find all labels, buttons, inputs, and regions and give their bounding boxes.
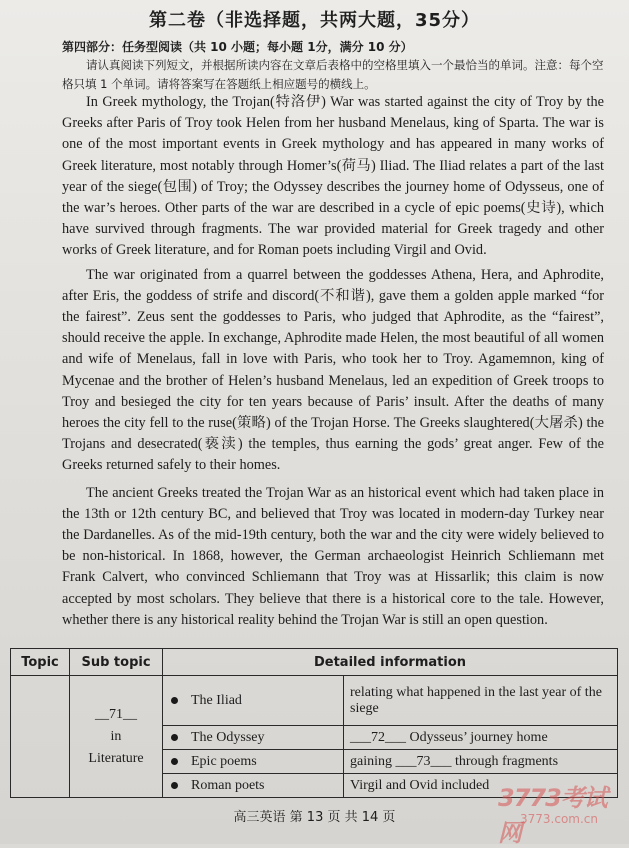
item-roman-poets: Roman poets [191, 777, 265, 793]
item-cell [163, 726, 344, 750]
instructions-text: 请认真阅读下列短文，并根据所读内容在文章后表格中的空格里填入一个最恰当的单词。注意：每个空格只填 1 个单词。请将答案写在答题纸上相应题号的横线上。 [62, 58, 604, 91]
header-subtopic: Sub topic [70, 649, 163, 676]
header-detail: Detailed information [163, 649, 618, 676]
passage-paragraph-1: In Greek mythology, the Trojan(特洛伊) War was started against the city of Troy by the Greeks after Paris of Troy took Helen from her husband Menelaus, king of Sparta. The war is one of the most important events in Greek mythology and has appeared in many works of Greek literature, most notably through Homer’s(荷马) Iliad. The Iliad relates a part of the last year of the siege(包围) of Troy; the Odyssey describes the journey home of Odysseus, one of the war’s heroes. Other parts of the war are described in a cycle of epic poems(史诗), which have survived through fragments. The war provided material for Greek tragedy and other works of Greek literature, and for Roman poets including Virgil and Ovid. [62, 94, 604, 259]
table-header-row [11, 649, 618, 676]
header-topic: Topic [11, 649, 70, 676]
item-cell [163, 750, 344, 774]
bullet-icon [171, 758, 178, 765]
section-heading: 第四部分：任务型阅读（共 10 小题；每小题 1分，满分 10 分） [62, 40, 413, 54]
detail-roman-poets: Virgil and Ovid included [344, 774, 618, 798]
item-iliad: The Iliad [191, 692, 242, 708]
passage-paragraph-3: The ancient Greeks treated the Trojan War as an historical event which had taken place in the 13th or 12th century BC, and believed that Troy was located in modern-day Turkey near the Dardanelles. As of the mid-19th century, both the war and the city were widely believed to be non-historical. In 1868, however, the German archaeologist Heinrich Schliemann met Frank Calvert, who convinced Schliemann that Troy was at Hissarlik; this claim is now accepted by most scholars. They believe that there is a historical core to the tale. However, whether there is any historical reality behind the Trojan War is still an open question. [62, 484, 604, 628]
item-epic-poems: Epic poems [191, 753, 257, 769]
subtopic-cell [70, 676, 163, 798]
passage-paragraph-2: The war originated from a quarrel between the goddesses Athena, Hera, and Aphrodite, after Eris, the goddess of strife and discord(不和谐), gave them a golden apple marked “for the fairest”. Zeus sent the goddesses to Paris, who judged that Aphrodite, as the “fairest”, should receive the apple. In exchange, Aphrodite made Helen, the most beautiful of all women and wife of Menelaus, fall in love with Paris, who took her to Troy. Agamemnon, king of Mycenae and the brother of Helen’s husband Menelaus, led an expedition of Greek troops to Troy and besieged the city for ten years because of Paris’ insult. After the deaths of many heroes the city fell to the ruse(策略) of the Trojan Horse. The Greeks slaughtered(大屠杀) the Trojans and desecrated(亵渎) the temples, thus earning the gods’ great anger. Few of the Greeks returned safely to their homes. [62, 266, 604, 474]
item-cell [163, 676, 344, 726]
topic-cell [11, 676, 70, 798]
page-footer: 高三英语 第 13 页 共 14 页 [233, 810, 396, 825]
watermark-url: 3773.com.cn [520, 812, 598, 826]
item-cell [163, 774, 344, 798]
instructions [62, 56, 610, 94]
item-odyssey: The Odyssey [191, 729, 265, 745]
paper-title: 第二卷（非选择题，共两大题，35分） [148, 10, 481, 31]
blank-71[interactable]: __71__ [95, 706, 137, 722]
table-row [11, 676, 618, 726]
detail-epic-poems[interactable]: gaining ___73___ through fragments [344, 750, 618, 774]
detail-odyssey[interactable]: ___72___ Odysseus’ journey home [344, 726, 618, 750]
subtopic-in: in [110, 728, 122, 744]
watermark-logo: 3773考试网 [498, 784, 607, 847]
bullet-icon [171, 697, 178, 704]
subtopic-literature: Literature [88, 750, 144, 766]
reading-passage [62, 92, 604, 632]
bullet-icon [171, 782, 178, 789]
detail-iliad: relating what happened in the last year of the siege [344, 676, 618, 726]
answer-table [10, 648, 618, 798]
bullet-icon [171, 734, 178, 741]
